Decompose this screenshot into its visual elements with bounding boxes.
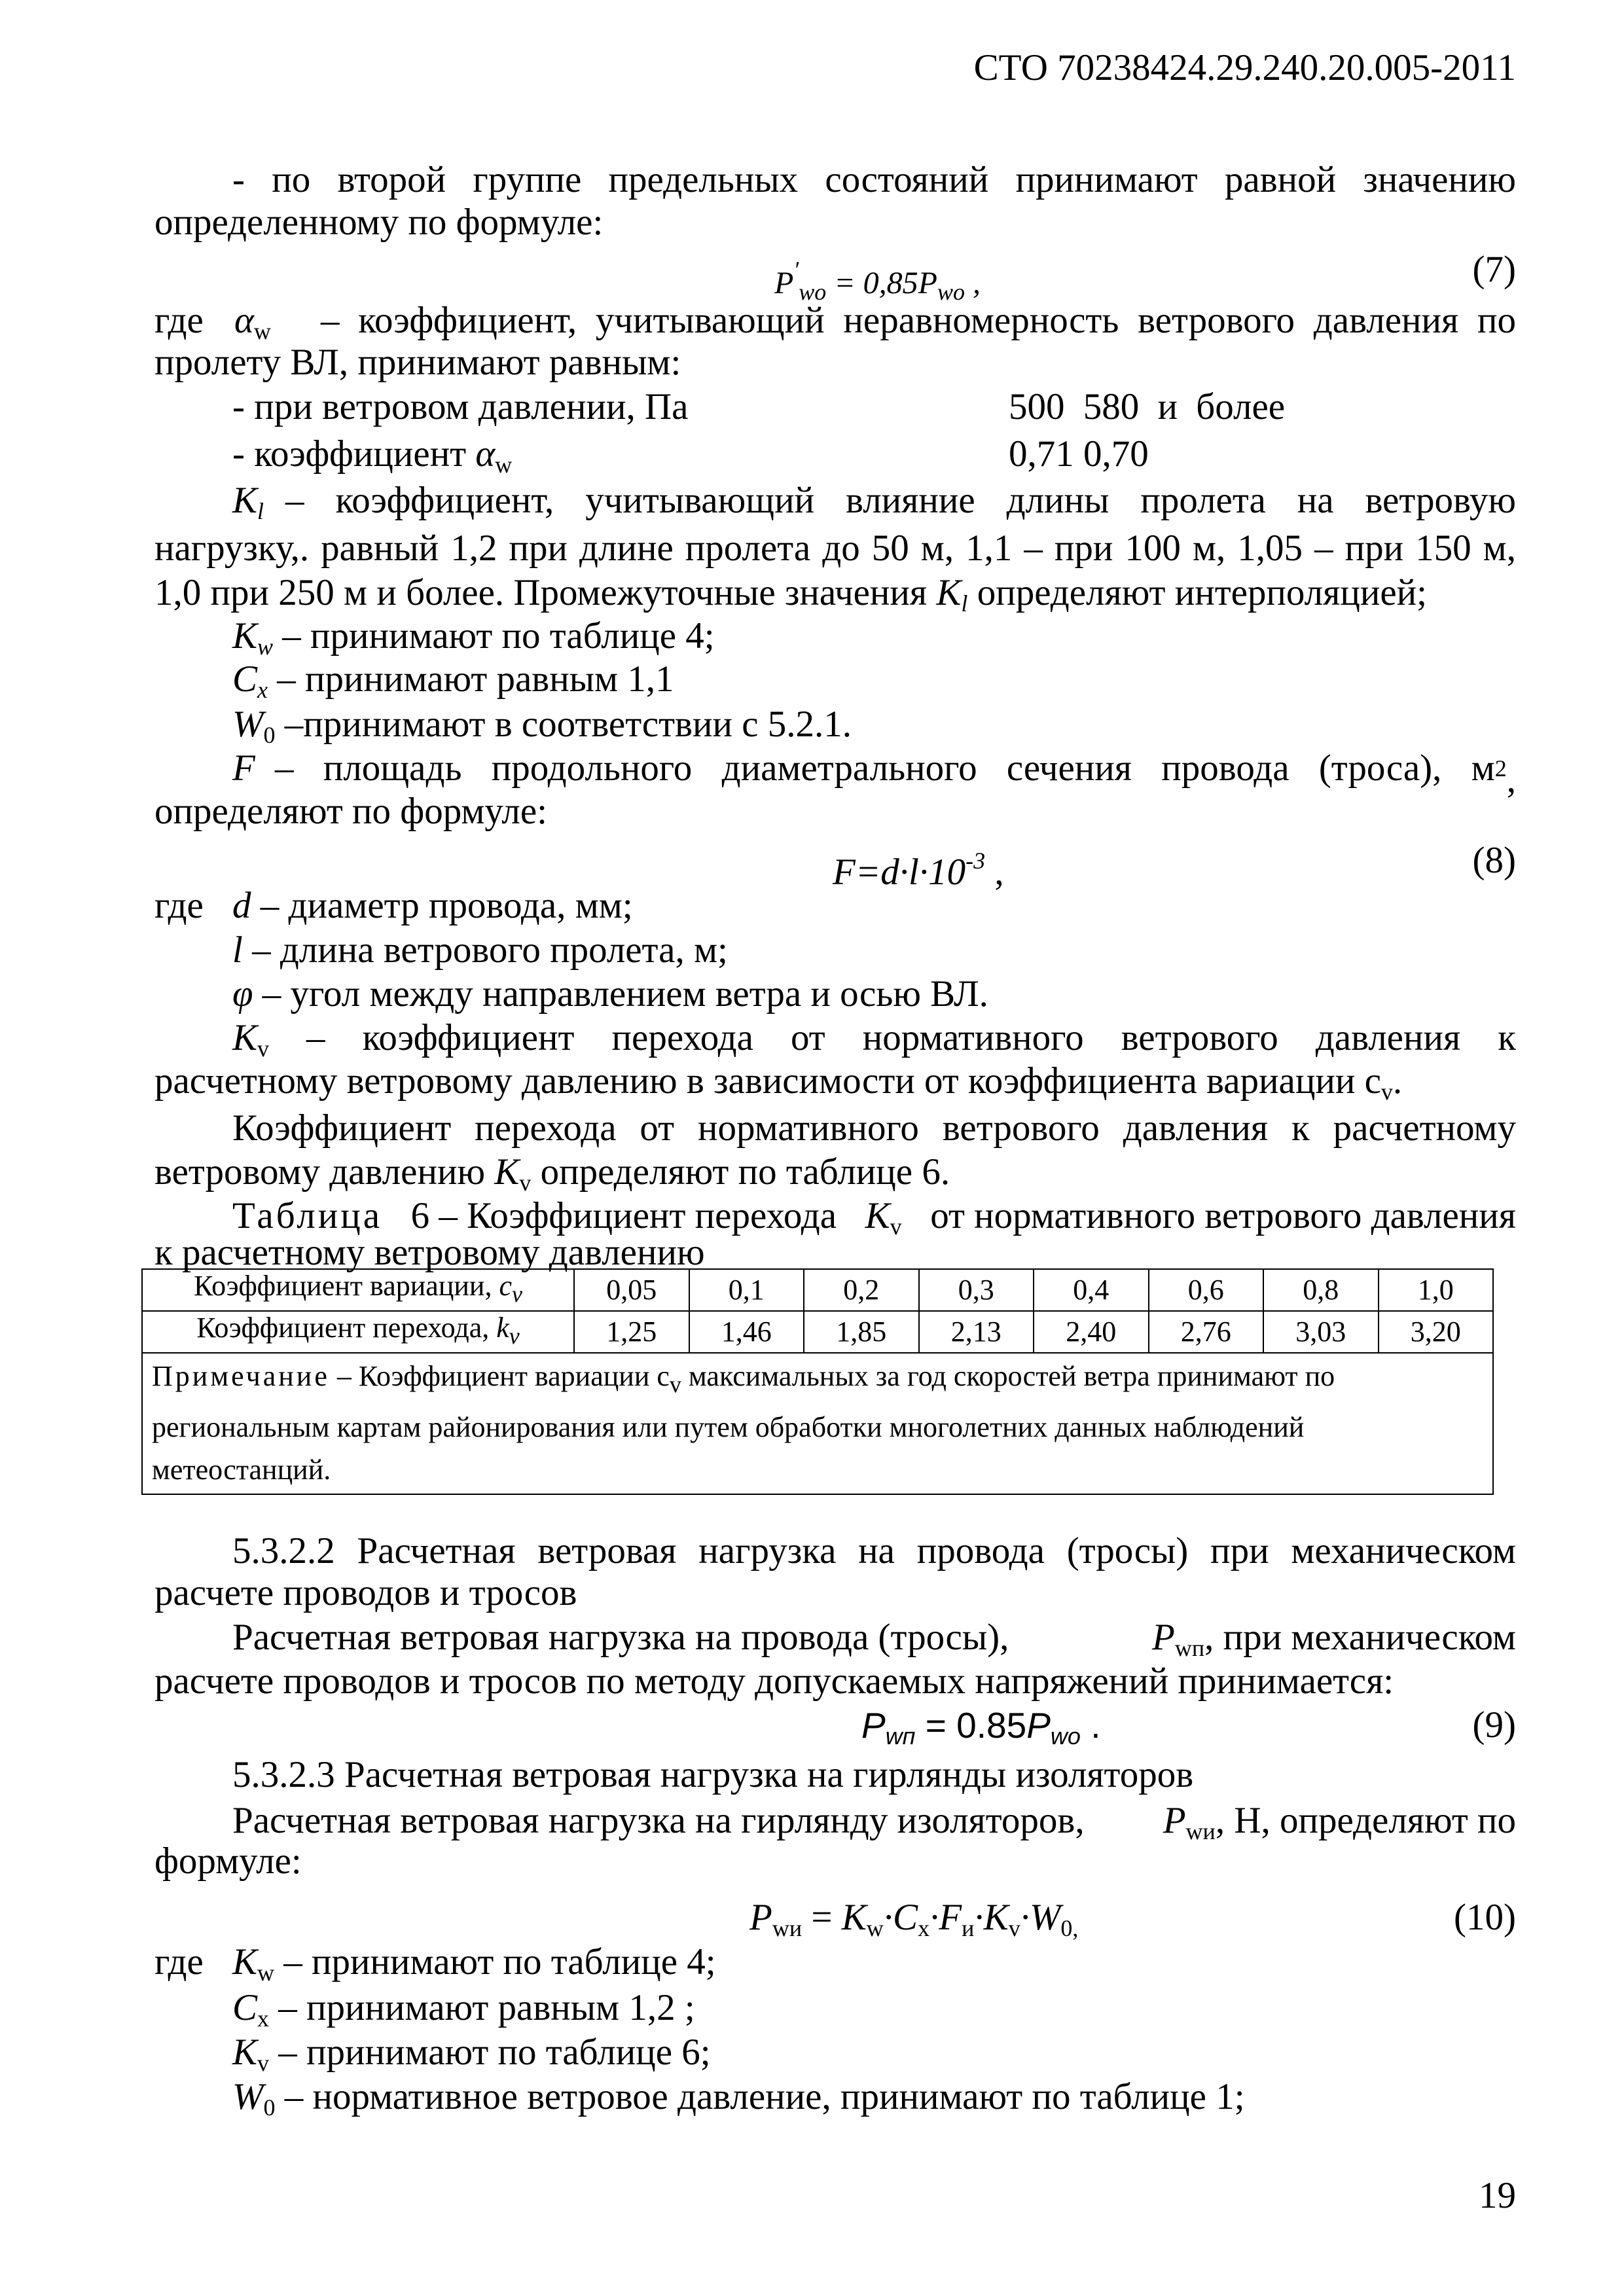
formula-10: $P_{wи} = K_w\cdot C_x\cdot F_и\cdot K_v\cdot W_{0,}$ xyxy=(749,1897,1079,1941)
table-cell: 0,3 xyxy=(919,1269,1034,1311)
formula-7: $P'_{wo} = 0,85P_{wo}$ , xyxy=(774,257,981,305)
section-heading-line: расчете проводов и тросов xyxy=(154,1572,577,1613)
paragraph-line: – коэффициент перехода от нормативного ветрового давления к xyxy=(306,1017,1516,1058)
paragraph-line: нагрузку,. равный 1,2 при длине пролета до 50 м, 1,1 – при 100 м, 1,05 – при 150 м, xyxy=(154,528,1516,569)
table-cell: 0,8 xyxy=(1263,1269,1379,1311)
kw-definition: $K_w$ – принимают по таблице 4; xyxy=(232,1941,716,1986)
table-cell: 2,13 xyxy=(919,1311,1034,1353)
paragraph-line: формуле: xyxy=(154,1840,302,1882)
pressure-row-values: 500 580 и более xyxy=(1009,386,1286,427)
paragraph-line: – коэффициент, учитывающий влияние длины пролета на ветровую xyxy=(285,480,1516,521)
table-cell: 2,76 xyxy=(1149,1311,1264,1353)
where-label: где xyxy=(154,1941,204,1982)
table-caption-line: к расчетному ветровому давлению xyxy=(154,1232,705,1273)
paragraph-line: 1,0 при 250 м и более. Промежуточные значения $K_l$ определяют интерполяцией; xyxy=(154,572,1427,617)
equation-number: (7) xyxy=(1472,249,1516,290)
equation-number: (10) xyxy=(1454,1897,1516,1938)
equation-number: (8) xyxy=(1472,840,1516,881)
coefficient-row-values: 0,71 0,70 xyxy=(1009,433,1149,475)
coefficient-row-label: - коэффициент $\alpha_w$ xyxy=(232,433,513,478)
row-label: Коэффициент вариации, $c_v$ xyxy=(142,1269,574,1311)
cx-definition: $C_x$ – принимают равным 1,1 xyxy=(232,658,674,703)
kw-definition: $K_w$ – принимают по таблице 4; xyxy=(232,615,715,660)
row-label: Коэффициент перехода, $k_v$ xyxy=(142,1311,574,1353)
where-label: где xyxy=(154,300,204,341)
paragraph-line: определенному по формуле: xyxy=(154,202,604,243)
kl-symbol: $K_l$ xyxy=(232,480,264,524)
kv-definition: $K_v$ – принимают по таблице 6; xyxy=(232,2032,711,2076)
paragraph-line: Расчетная ветровая нагрузка на провода (тросы), $P_{wп}$, при механическом xyxy=(232,1617,1516,1661)
l-definition: l – длина ветрового пролета, м; xyxy=(232,929,728,971)
paragraph-line: расчете проводов и тросов по методу допускаемых напряжений принимается: xyxy=(154,1660,1394,1702)
table-cell: 2,40 xyxy=(1034,1311,1149,1353)
formula-8: $F=d\cdot l\cdot 10^{-3}$ , xyxy=(833,848,1004,893)
cx-definition: $C_x$ – принимают равным 1,2 ; xyxy=(232,1987,695,2032)
table-cell: 0,1 xyxy=(689,1269,804,1311)
table-cell: 3,03 xyxy=(1263,1311,1379,1353)
section-heading: 5.3.2.3 Расчетная ветровая нагрузка на гирлянды изоляторов xyxy=(232,1754,1194,1795)
table-cell: 0,2 xyxy=(804,1269,919,1311)
paragraph-line: Коэффициент перехода от нормативного ветрового давления к расчетному xyxy=(232,1107,1516,1149)
section-heading: 5.3.2.2 Расчетная ветровая нагрузка на провода (тросы) при механическом xyxy=(232,1530,1516,1571)
paragraph-line: расчетному ветровому давлению в зависимости от коэффициента вариации $c_v$. xyxy=(154,1060,1403,1105)
table-note: Примечание – Коэффициент вариации $c_v$ максимальных за год скоростей ветра принимают по региональным картам районирования или путем обработки многолетних данных наблюдений метеостанций. xyxy=(142,1353,1493,1494)
where-label: где xyxy=(154,885,204,926)
table-cell: 1,25 xyxy=(574,1311,689,1353)
table-cell: 1,85 xyxy=(804,1311,919,1353)
document-code: СТО 70238424.29.240.20.005-2011 xyxy=(973,47,1516,88)
kv-symbol: $K_v$ xyxy=(232,1017,270,1062)
table-cell: 1,46 xyxy=(689,1311,804,1353)
table-caption: Таблица 6 – Коэффициент перехода $K_v$ от нормативного ветрового давления xyxy=(232,1195,1516,1240)
paragraph-line: ветровому давлению $K_v$ определяют по таблице 6. xyxy=(154,1151,950,1196)
paragraph-line: – площадь продольного диаметрального сечения провода (троса), м $^2$, xyxy=(275,747,1516,800)
pressure-row-label: - при ветровом давлении, Па xyxy=(232,386,689,427)
table-cell: 0,6 xyxy=(1149,1269,1264,1311)
paragraph-line: - по второй группе предельных состояний принимают равной значению xyxy=(232,159,1516,200)
d-definition: d – диаметр провода, мм; xyxy=(232,885,633,926)
page-number: 19 xyxy=(1479,2175,1516,2216)
table-cell: 0,05 xyxy=(574,1269,689,1311)
w0-definition: $W_0$ –принимают в соответствии с 5.2.1. xyxy=(232,704,852,748)
equation-number: (9) xyxy=(1472,1704,1516,1746)
table-row xyxy=(142,1269,1493,1311)
table-cell: 0,4 xyxy=(1034,1269,1149,1311)
table-cell: 3,20 xyxy=(1379,1311,1494,1353)
coefficient-table xyxy=(141,1268,1494,1495)
table-cell: 1,0 xyxy=(1379,1269,1494,1311)
alpha-symbol: $\alpha_w$ xyxy=(234,300,271,344)
paragraph-line: – коэффициент, учитывающий неравномерность ветрового давления по xyxy=(321,300,1516,341)
table-row xyxy=(142,1311,1493,1353)
f-symbol: F xyxy=(232,747,255,789)
paragraph-line: пролету ВЛ, принимают равным: xyxy=(154,342,681,383)
paragraph-line: определяют по формуле: xyxy=(154,791,547,832)
phi-definition: φ – угол между направлением ветра и осью ВЛ. xyxy=(232,973,988,1014)
paragraph-line: Расчетная ветровая нагрузка на гирлянду изоляторов, $P_{wи}$, Н, определяют по xyxy=(232,1800,1516,1844)
table-note-row xyxy=(142,1353,1493,1494)
formula-9: $P_{wп} = 0.85P_{wo}$ . xyxy=(861,1705,1101,1749)
w0-definition: $W_0$ – нормативное ветровое давление, принимают по таблице 1; xyxy=(232,2076,1245,2121)
